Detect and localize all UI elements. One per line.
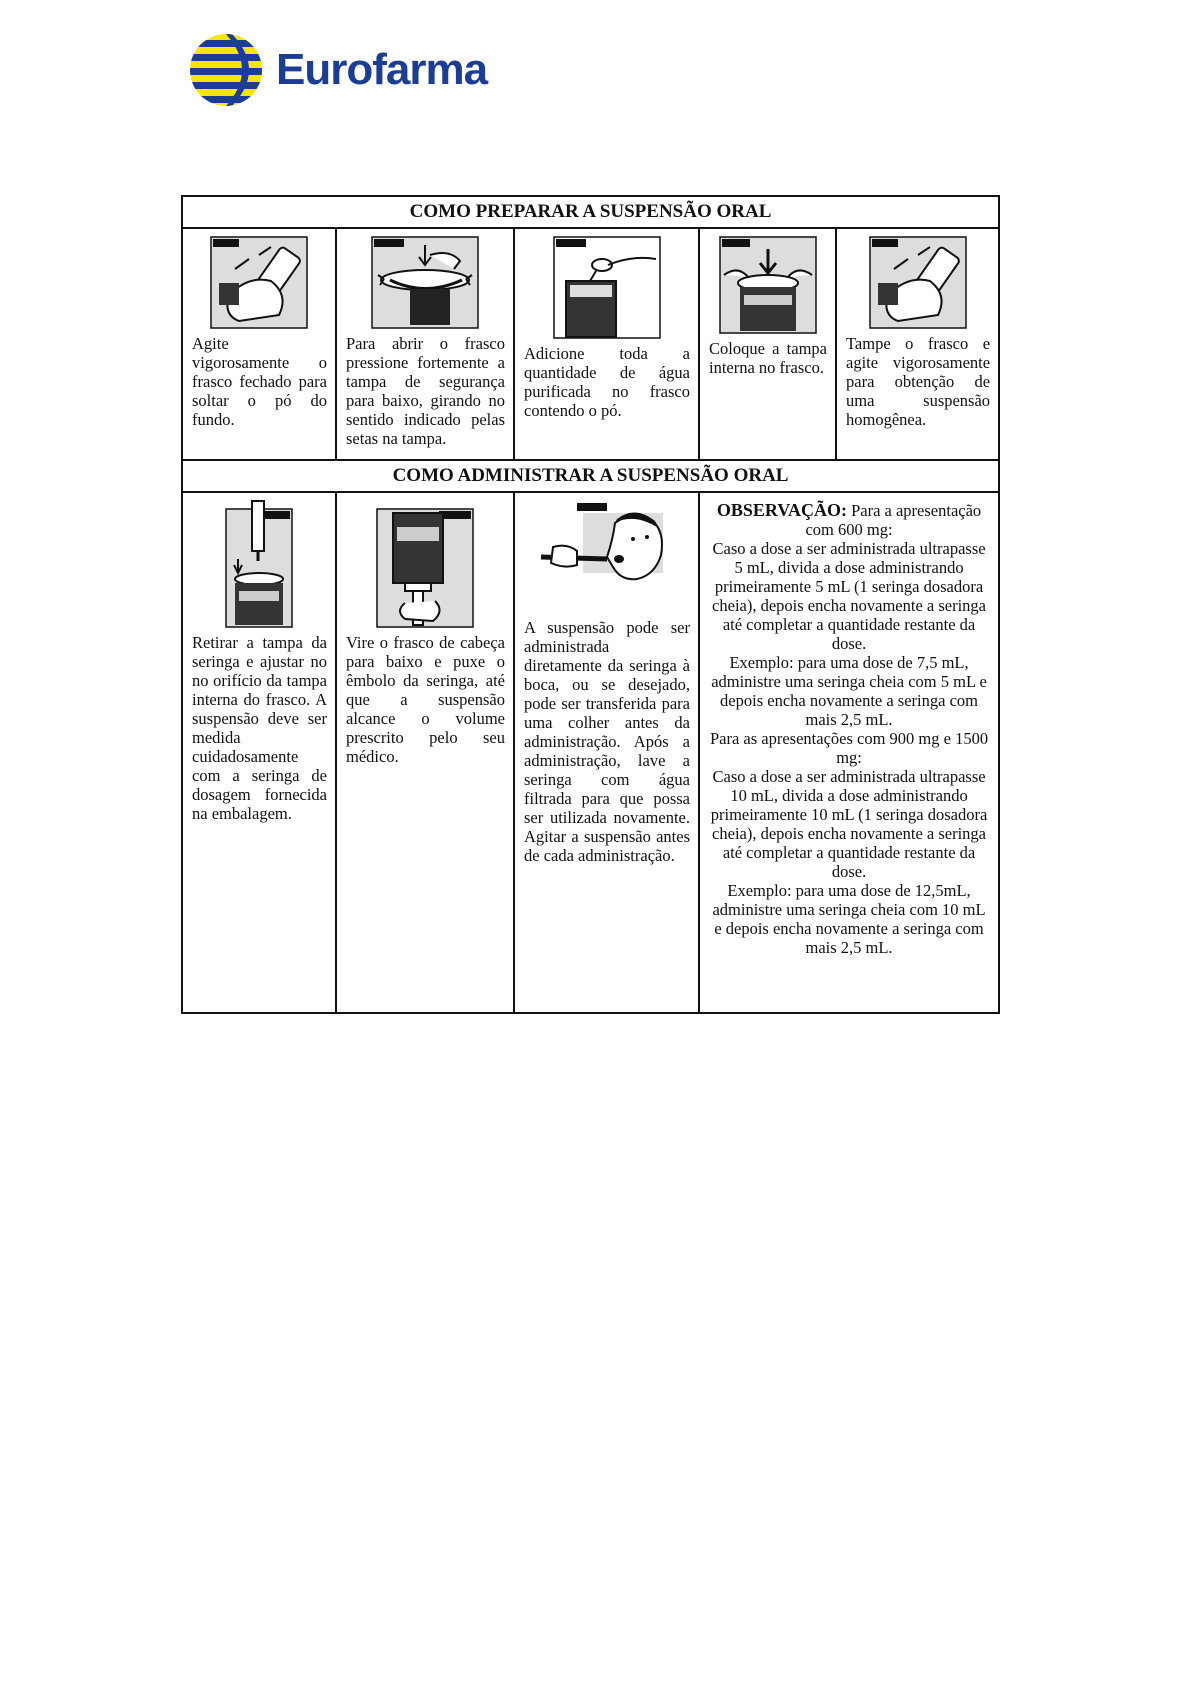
administer-step <box>336 492 514 1013</box>
observation-example-2: Exemplo: para uma dose de 12,5mL, administre uma seringa cheia com 10 mL e depois encha novamente a seringa com mais 2,5 mL. <box>712 881 986 957</box>
step-text: Vire o frasco de cabeça para baixo e puxe o êmbolo da seringa, até que a suspensão alcance o volume prescrito pelo seu médico. <box>346 633 505 766</box>
eurofarma-logo <box>188 32 487 108</box>
instruction-table <box>181 195 1000 1014</box>
open-cap-icon <box>370 235 480 330</box>
prepare-step <box>514 228 699 460</box>
administer-heading: COMO ADMINISTRAR A SUSPENSÃO ORAL <box>182 460 999 492</box>
step-text: Coloque a tampa interna no frasco. <box>709 339 827 377</box>
administer-step <box>182 492 336 1013</box>
step-text: A suspensão pode ser administrada diretamente da seringa à boca, ou se desejado, pode ser transferida para uma colher antes da administração. Após a administração, lave a seringa com água filtrada para que possa ser utilizada novamente. Agitar a suspensão antes de cada administração. <box>524 618 690 865</box>
prepare-step <box>836 228 999 460</box>
brand-name: Eurofarma <box>276 45 488 94</box>
observation <box>700 493 998 957</box>
step-text: Para abrir o frasco pressione fortemente a tampa de segurança para baixo, girando no sentido indicado pelas setas na tampa. <box>346 334 505 448</box>
globe-logo-icon <box>188 32 264 108</box>
step-text: Retirar a tampa da seringa e ajustar no no orifício da tampa interna do frasco. A suspensão deve ser medida cuidadosamente com a seringa de dosagem fornecida na embalagem. <box>192 633 327 823</box>
prepare-step <box>699 228 836 460</box>
observation-cell <box>699 492 999 1013</box>
step-text: Agite vigorosamente o frasco fechado para soltar o pó do fundo. <box>192 334 327 429</box>
add-water-icon <box>552 235 662 340</box>
observation-label: OBSERVAÇÃO: <box>716 500 847 520</box>
administer-step <box>514 492 699 1013</box>
insert-cap-icon <box>718 235 818 335</box>
prepare-step <box>336 228 514 460</box>
prepare-step <box>182 228 336 460</box>
observation-intro: Para a apresentação com 600 mg: <box>805 501 982 539</box>
observation-paragraph: Caso a dose a ser administrada ultrapasse 5 mL, divida a dose administrando primeiramente 5 mL (1 seringa dosadora cheia), depois encha novamente a seringa até completar a quantidade restante da dose. <box>712 539 987 653</box>
observation-example: Exemplo: para uma dose de 7,5 mL, administre uma seringa cheia com 5 mL e depois encha novamente a seringa com mais 2,5 mL. <box>711 653 987 729</box>
child-dose-icon <box>537 499 677 614</box>
shake-bottle-icon <box>209 235 309 330</box>
shake-closed-bottle-icon <box>868 235 968 330</box>
invert-bottle-icon <box>375 499 475 629</box>
syringe-adjust-icon <box>224 499 294 629</box>
observation-paragraph-2: Caso a dose a ser administrada ultrapasse 10 mL, divida a dose administrando primeiramente 10 mL (1 seringa dosadora cheia), depois encha novamente a seringa até completar a quantidade restante da dose. <box>710 767 988 881</box>
observation-intro-2: Para as apresentações com 900 mg e 1500 mg: <box>709 729 989 767</box>
prepare-heading: COMO PREPARAR A SUSPENSÃO ORAL <box>182 196 999 228</box>
step-text: Tampe o frasco e agite vigorosamente para obtenção de uma suspensão homogênea. <box>846 334 991 429</box>
step-text: Adicione toda a quantidade de água purificada no frasco contendo o pó. <box>524 344 690 420</box>
